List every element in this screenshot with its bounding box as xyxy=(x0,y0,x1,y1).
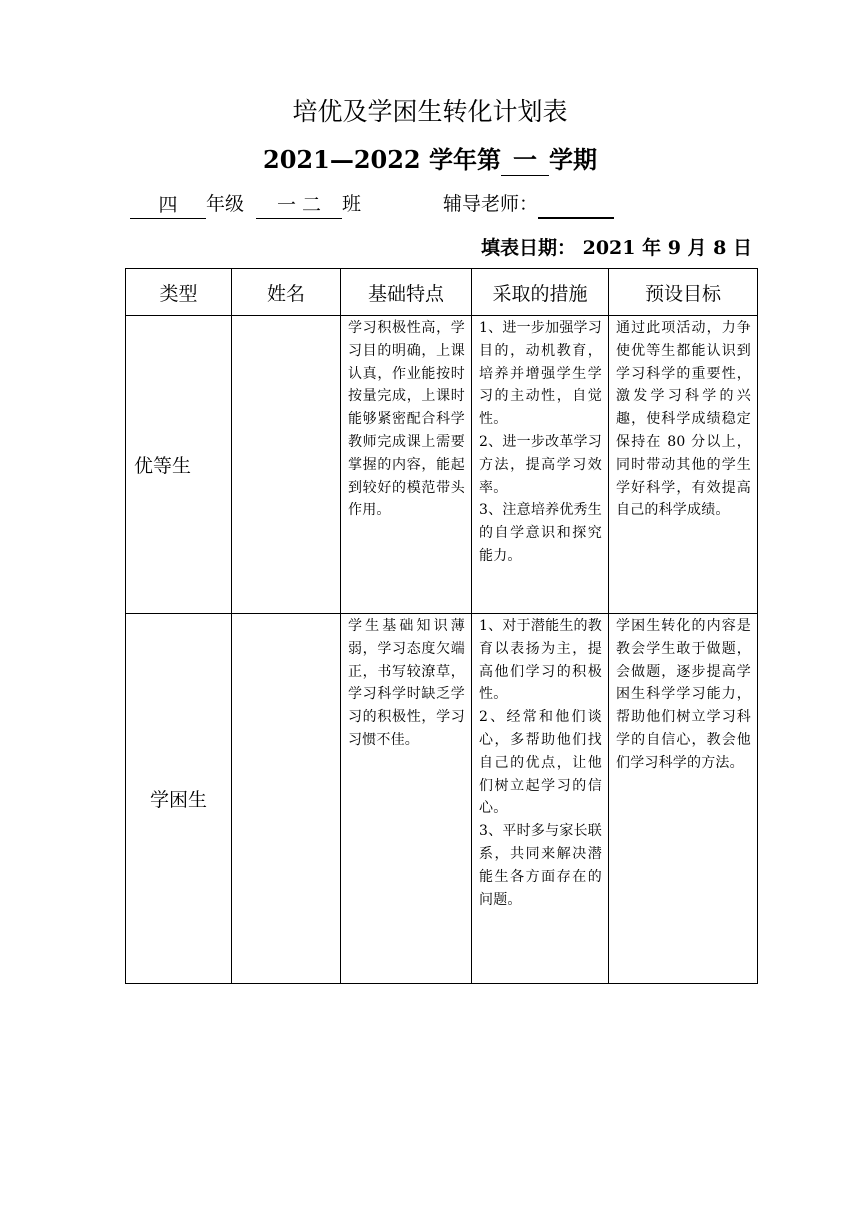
row-goals: 通过此项活动，力争使优等生都能认识到学习科学的重要性，激发学习科学的兴趣，使科学成绩稳定保持在 80 分以上，同时带动其他的学生学好科学，有效提高自己的科学成绩。 xyxy=(609,316,758,614)
document-title: 培优及学困生转化计划表 xyxy=(292,97,568,126)
table-row xyxy=(126,316,758,614)
document-subtitle xyxy=(0,142,860,178)
school-year-text: 2021—2022 学年第 xyxy=(263,145,501,174)
row-type: 优等生 xyxy=(126,316,232,614)
header-type: 类型 xyxy=(126,269,232,316)
fill-date: 填表日期： 2021 年 9 月 8 日 xyxy=(480,237,752,259)
class-field[interactable]: 一 二 xyxy=(256,192,342,219)
grade-label: 年级 xyxy=(206,193,245,215)
row-type: 学困生 xyxy=(126,614,232,984)
table-header-row xyxy=(126,269,758,316)
row-measures: 1、进一步加强学习目的，动机教育，培养并增强学生学习的主动性，自觉性。 2、进一步改革学习方法，提高学习效率。 3、注意培养优秀生的自学意识和探究能力。 xyxy=(472,316,609,614)
row-features: 学生基础知识薄弱，学习态度欠端正，书写较潦草，学习科学时缺乏学习的积极性，学习习惯不佳。 xyxy=(341,614,472,984)
table-row xyxy=(126,614,758,984)
header-goals: 预设目标 xyxy=(609,269,758,316)
header-features: 基础特点 xyxy=(341,269,472,316)
row-names[interactable] xyxy=(232,614,341,984)
teacher-label: 辅导老师： xyxy=(443,193,539,215)
row-goals: 学困生转化的内容是教会学生敢于做题，会做题，逐步提高学困生科学学习能力，帮助他们树立学习科学的自信心，教会他们学习科学的方法。 xyxy=(609,614,758,984)
row-measures: 1、对于潜能生的教育以表扬为主，提高他们学习的积极性。 2、经常和他们谈心，多帮助他们找自己的优点，让他们树立起学习的信心。 3、平时多与家长联系，共同来解决潜能生各方面存在的问题。 xyxy=(472,614,609,984)
header-measures: 采取的措施 xyxy=(472,269,609,316)
class-info-line xyxy=(130,189,614,219)
row-names[interactable] xyxy=(232,316,341,614)
header-name: 姓名 xyxy=(232,269,341,316)
plan-table xyxy=(125,268,758,984)
teacher-field[interactable] xyxy=(538,191,614,219)
class-label: 班 xyxy=(342,193,362,215)
semester-field[interactable]: 一 xyxy=(501,145,549,176)
grade-field[interactable]: 四 xyxy=(130,192,206,219)
row-features: 学习积极性高，学习目的明确，上课认真，作业能按时按量完成，上课时能够紧密配合科学教师完成课上需要掌握的内容，能起到较好的模范带头作用。 xyxy=(341,316,472,614)
semester-suffix: 学期 xyxy=(548,145,597,174)
